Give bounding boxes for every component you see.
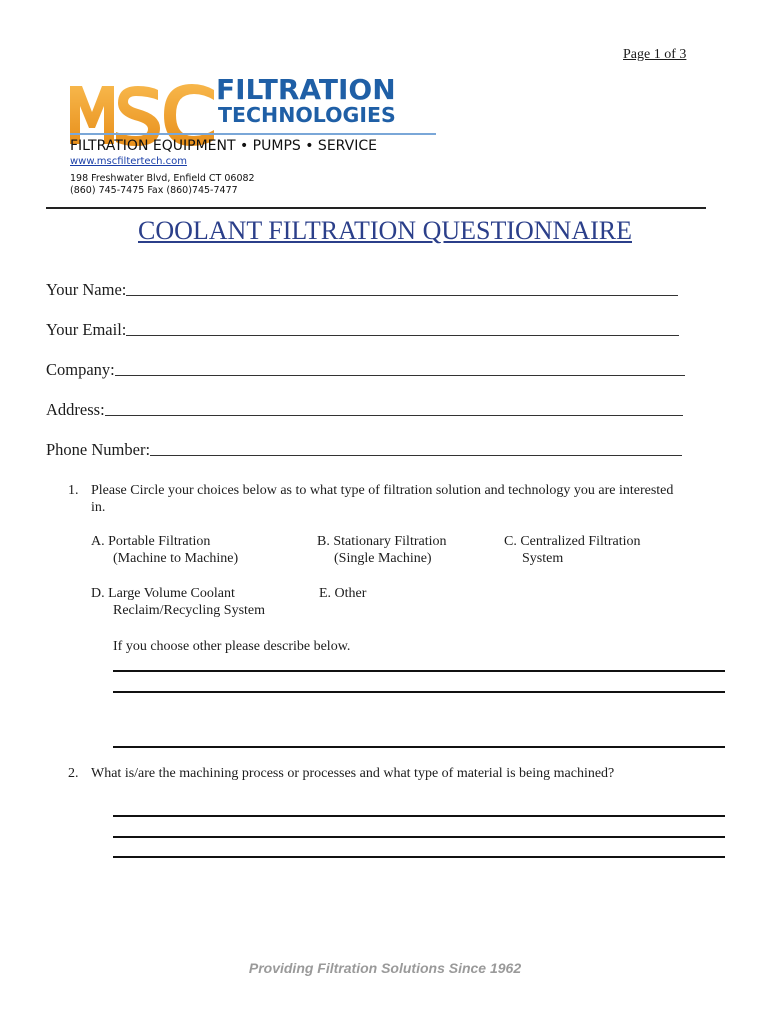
address-field[interactable] [46, 400, 683, 420]
phone-input-line[interactable] [150, 455, 682, 456]
footer-slogan: Providing Filtration Solutions Since 1962 [248, 960, 522, 976]
question-2-text: What is/are the machining process or processes and what type of material is being machined? [91, 766, 615, 781]
option-b-sub: (Single Machine) [334, 551, 432, 566]
email-input-line[interactable] [126, 335, 679, 336]
option-a[interactable] [91, 533, 238, 567]
question-1-number: 1. [68, 483, 79, 498]
company-address [70, 173, 255, 197]
question-1-text-line2: in. [91, 500, 106, 515]
answer-line[interactable] [113, 856, 725, 858]
question-1-text-line1: Please Circle your choices below as to what type of filtration solution and technology you are interested [91, 483, 674, 498]
option-d-sub: Reclaim/Recycling System [113, 603, 266, 618]
option-d[interactable] [91, 585, 265, 619]
email-field[interactable] [46, 320, 679, 340]
logo-technologies-text: TECHNOLOGIES [218, 103, 396, 127]
address-label: Address: [46, 400, 105, 419]
website-link[interactable]: www.mscfiltertech.com [70, 156, 187, 167]
company-label: Company: [46, 360, 115, 379]
option-c-sub: System [522, 551, 564, 566]
answer-line[interactable] [113, 815, 725, 817]
email-label: Your Email: [46, 320, 127, 339]
question-2 [68, 765, 728, 782]
phone-fax-line: (860) 745-7475 Fax (860)745-7477 [70, 185, 238, 196]
logo-divider [70, 133, 436, 135]
company-field[interactable] [46, 360, 685, 380]
name-field[interactable] [46, 280, 678, 300]
phone-field[interactable] [46, 440, 682, 460]
header-separator [46, 207, 706, 209]
option-b-label: B. Stationary Filtration [317, 534, 447, 549]
page-title-text: COOLANT FILTRATION QUESTIONNAIRE [138, 216, 632, 245]
other-prompt: If you choose other please describe below. [113, 639, 351, 654]
phone-label: Phone Number: [46, 440, 151, 459]
name-input-line[interactable] [126, 295, 678, 296]
question-1 [68, 482, 728, 516]
option-a-label: A. Portable Filtration [91, 534, 211, 549]
page-title [0, 216, 770, 246]
option-b[interactable] [317, 533, 447, 567]
option-e-label: E. Other [319, 586, 367, 601]
company-tagline: FILTRATION EQUIPMENT • PUMPS • SERVICE [70, 138, 377, 154]
page-number: Page 1 of 3 [623, 47, 687, 62]
answer-line[interactable] [113, 691, 725, 693]
company-input-line[interactable] [115, 375, 685, 376]
question-2-number: 2. [68, 766, 79, 781]
option-d-label: D. Large Volume Coolant [91, 586, 235, 601]
option-e[interactable] [319, 585, 366, 602]
option-c-label: C. Centralized Filtration [504, 534, 641, 549]
name-label: Your Name: [46, 280, 127, 299]
address-input-line[interactable] [105, 415, 683, 416]
answer-line[interactable] [113, 670, 725, 672]
answer-line[interactable] [113, 836, 725, 838]
address-line: 198 Freshwater Blvd, Enfield CT 06082 [70, 173, 255, 184]
answer-line[interactable] [113, 746, 725, 748]
option-c[interactable] [504, 533, 640, 567]
logo-filtration-text: FILTRATION [216, 73, 396, 106]
option-a-sub: (Machine to Machine) [113, 551, 239, 566]
